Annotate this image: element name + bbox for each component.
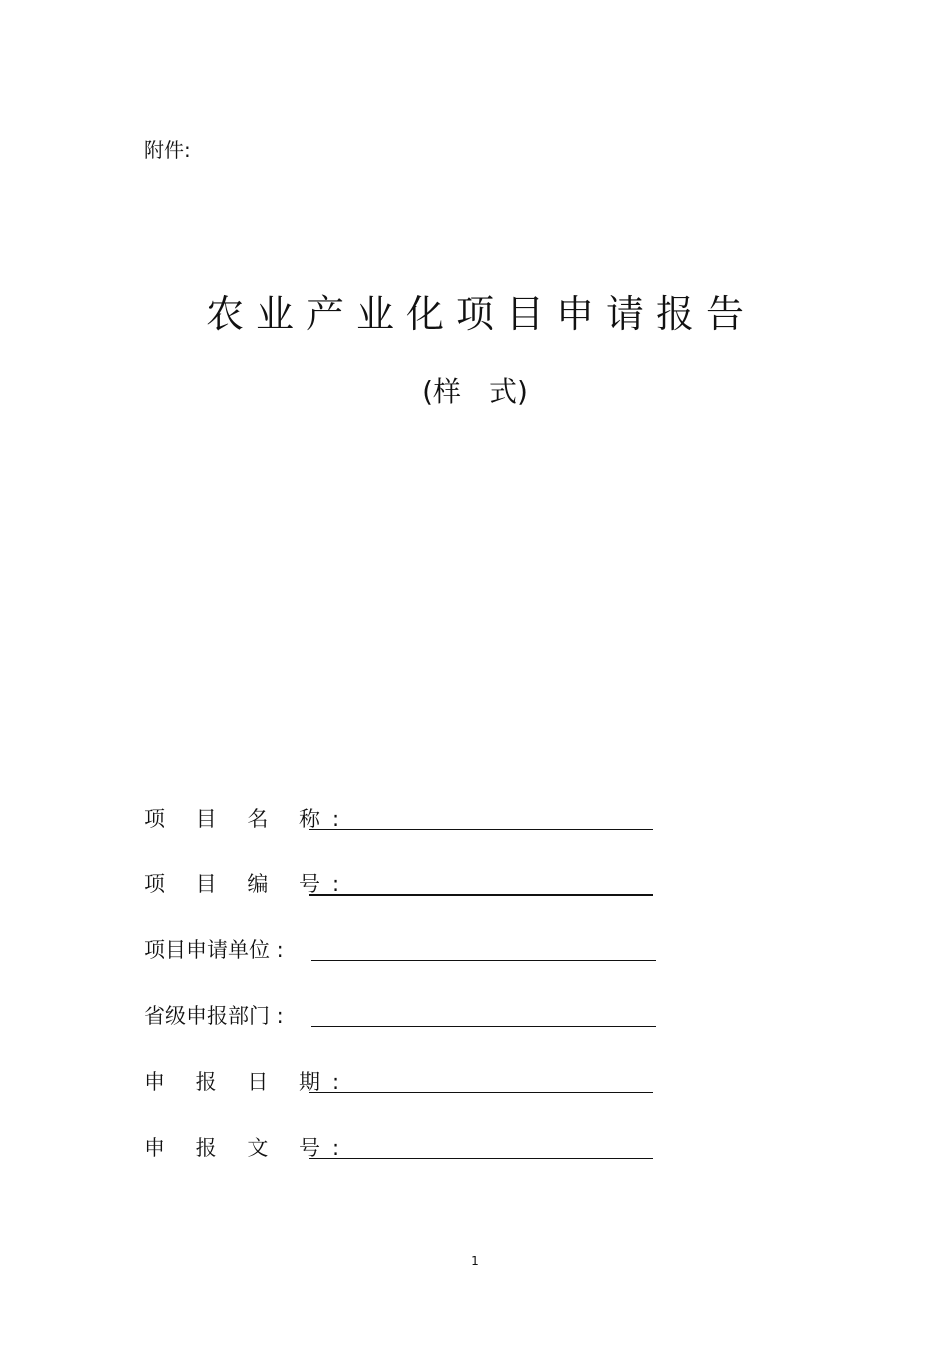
- document-subtitle: (样 式): [422, 375, 528, 408]
- field-label: 申 报 文 号:: [144, 1136, 352, 1160]
- fill-line: [311, 1026, 656, 1027]
- field-label: 项 目 名 称:: [144, 807, 352, 831]
- fill-line: [309, 829, 653, 830]
- fill-line: [309, 1158, 653, 1159]
- fill-line: [309, 894, 653, 896]
- page-number: 1: [471, 1254, 479, 1268]
- field-label: 申 报 日 期:: [144, 1070, 352, 1094]
- fill-line: [309, 1092, 653, 1093]
- document-title: 农业产业化项目申请报告: [205, 292, 756, 336]
- fill-line: [311, 960, 656, 961]
- attachment-label: 附件:: [144, 138, 191, 162]
- field-label: 项 目 编 号:: [144, 872, 352, 896]
- field-label: 省级申报部门 :: [144, 1004, 284, 1028]
- field-label: 项目申请单位 :: [144, 938, 284, 962]
